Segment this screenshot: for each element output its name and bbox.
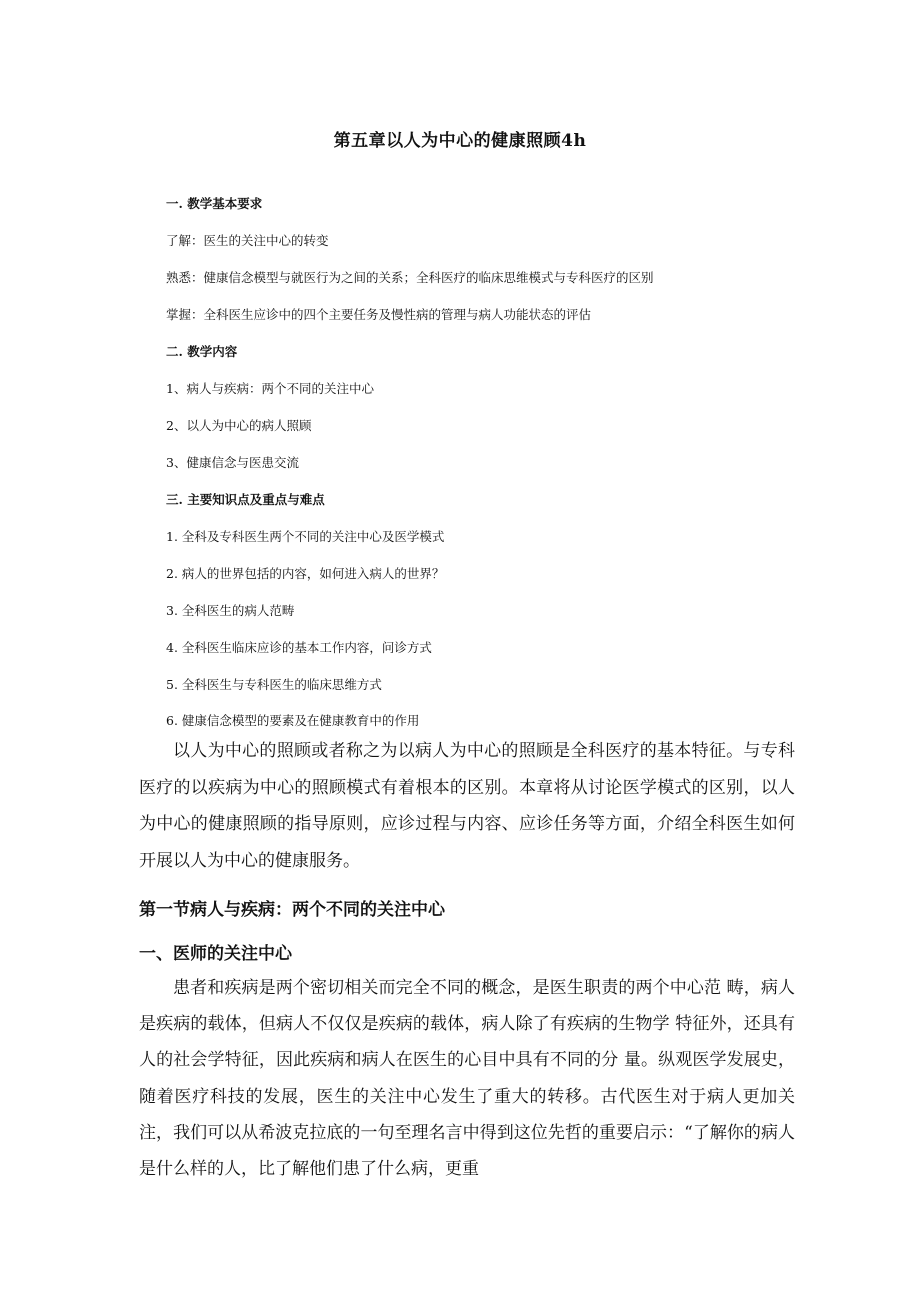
key-point-3: 3. 全科医生的病人范畴 (166, 603, 295, 618)
key-point-4: 4. 全科医生临床应诊的基本工作内容，问诊方式 (166, 640, 432, 655)
section-title: 第一节病人与疾病：两个不同的关注中心 (139, 900, 445, 920)
requirement-master: 掌握：全科医生应诊中的四个主要任务及慢性病的管理与病人功能状态的评估 (166, 307, 592, 322)
intro-paragraph: 以人为中心的照顾或者称之为以病人为中心的照顾是全科医疗的基本特征。与专科医疗的以疾病为中心的照顾模式有着根本的区别。本章将从讨论医学模式的区别，以人为中心的健康照顾的指导原则，应诊过程与内容、应诊任务等方面，介绍全科医生如何开展以人为中心的健康服务。 (139, 741, 795, 871)
content-item-1: 1、病人与疾病：两个不同的关注中心 (166, 381, 374, 396)
heading-key-points: 三. 主要知识点及重点与难点 (166, 492, 325, 507)
heading-basic-requirements: 一. 教学基本要求 (166, 196, 263, 211)
key-point-1: 1. 全科及专科医生两个不同的关注中心及医学模式 (166, 529, 445, 544)
content-item-2: 2、以人为中心的病人照顾 (166, 418, 312, 433)
subsection-title: 一、医师的关注中心 (139, 944, 292, 964)
heading-teaching-content: 二. 教学内容 (166, 344, 238, 359)
key-point-5: 5. 全科医生与专科医生的临床思维方式 (166, 677, 382, 692)
requirement-familiar: 熟悉：健康信念模型与就医行为之间的关系；全科医疗的临床思维模式与专科医疗的区别 (166, 270, 654, 285)
chapter-title: 第五章以人为中心的健康照顾4h (333, 131, 587, 151)
key-point-2: 2. 病人的世界包括的内容，如何进入病人的世界？ (166, 566, 445, 581)
requirement-understand: 了解：医生的关注中心的转变 (166, 233, 329, 248)
content-item-3: 3、健康信念与医患交流 (166, 455, 299, 470)
key-point-6: 6. 健康信念模型的要素及在健康教育中的作用 (166, 713, 420, 728)
body-paragraph: 患者和疾病是两个密切相关而完全不同的概念，是医生职责的两个中心范 畴，病人是疾病的载体，但病人不仅仅是疾病的载体，病人除了有疾病的生物学 特征外，还具有人的社会学特征，因此疾病和病人在医生的心目中具有不同的分 量。纵观医学发展史，随着医疗科技的发展，医生的关注中心发生了重大的转移。古代医生对于病人更加关注，我们可以从希波克拉底的一句至理名言中得到这位先哲的重要启示：“了解你的病人是什么样的人，比了解他们患了什么病，更重 (139, 978, 795, 1180)
